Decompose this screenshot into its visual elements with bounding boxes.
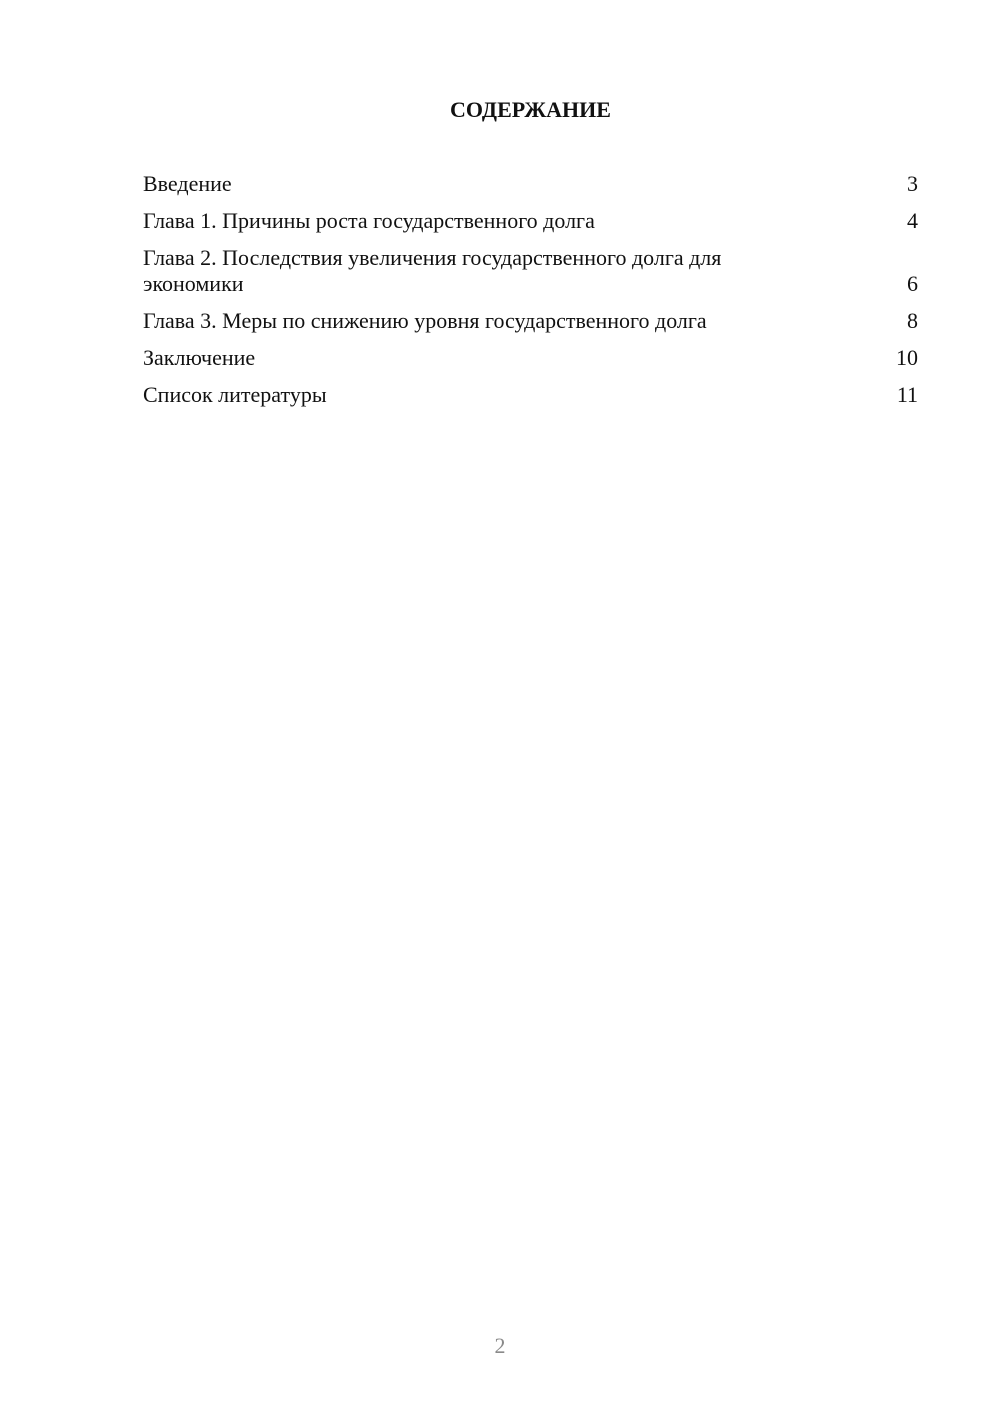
toc-entry-references: [143, 382, 918, 408]
toc-entry-title: Глава 2. Последствия увеличения государственного долга для экономики: [143, 245, 722, 296]
toc-entry-title: Глава 3. Меры по снижению уровня государственного долга: [143, 308, 707, 333]
toc-entry-page: 3: [907, 171, 918, 196]
toc-entry-title: Заключение: [143, 345, 256, 370]
toc-entry-page: 6: [907, 271, 918, 296]
toc-entry-conclusion: [143, 345, 918, 371]
table-of-contents: [143, 171, 918, 419]
toc-entry-title: Глава 1. Причины роста государственного долга: [143, 208, 595, 233]
toc-entry-introduction: [143, 171, 918, 197]
toc-entry-page: 11: [896, 382, 918, 407]
toc-entry-page: 4: [907, 208, 918, 233]
toc-entry-page: 8: [907, 308, 918, 333]
toc-entry-title: Список литературы: [143, 382, 327, 407]
toc-heading: СОДЕРЖАНИЕ: [450, 97, 611, 122]
toc-entry-page: 10: [896, 345, 918, 370]
toc-entry-chapter-1: [143, 208, 918, 234]
toc-entry-title: Введение: [143, 171, 232, 196]
toc-entry-chapter-2: [143, 245, 918, 297]
toc-entry-chapter-3: [143, 308, 918, 334]
page-number: 2: [494, 1333, 506, 1358]
